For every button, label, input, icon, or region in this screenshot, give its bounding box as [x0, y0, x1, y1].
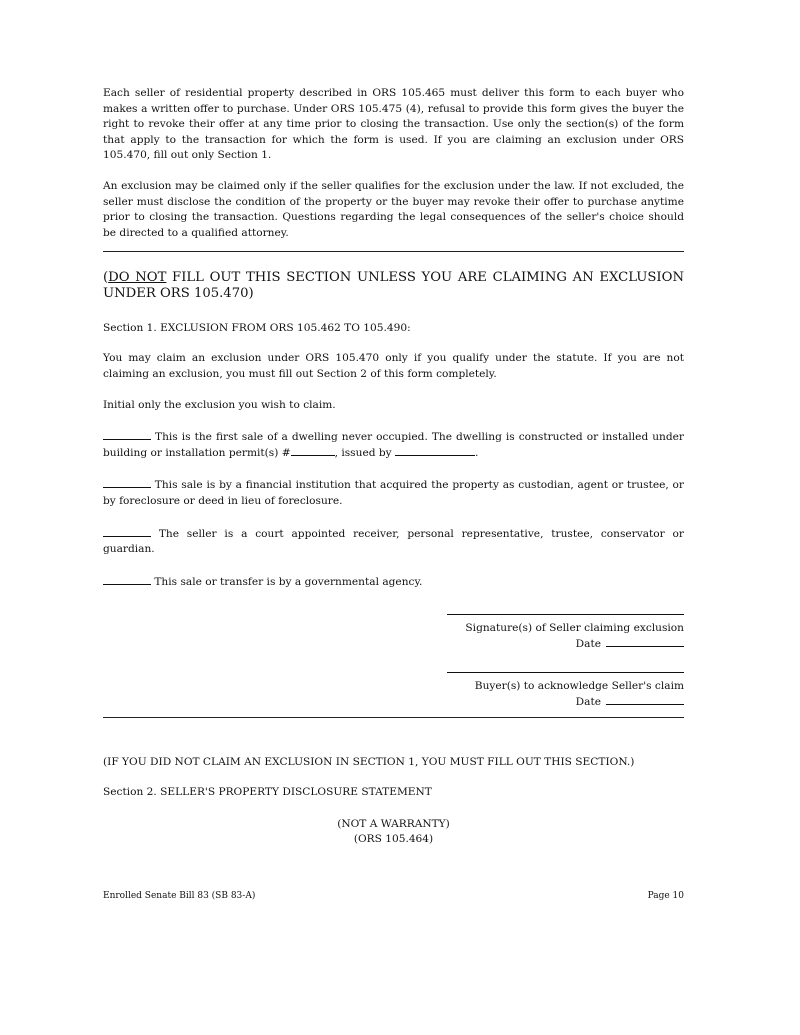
do-not-emphasis: DO NOT — [108, 270, 167, 286]
exclusion-heading — [103, 270, 684, 300]
seller-signature-block — [447, 614, 684, 652]
initial-blank-2[interactable] — [103, 479, 151, 488]
section-2-title: Section 2. SELLER'S PROPERTY DISCLOSURE STATEMENT — [103, 786, 432, 799]
initial-blank-4[interactable] — [103, 576, 151, 585]
buyer-date-row — [447, 695, 684, 711]
permit-number-blank[interactable] — [291, 447, 335, 456]
section-divider — [103, 251, 684, 252]
document-page — [103, 86, 684, 848]
option-2-text: This sale is by a financial institution that acquired the property as custodian, agent or trustee, or by foreclosure or deed in lieu of foreclosure. — [103, 479, 684, 507]
initial-note: Initial only the exclusion you wish to claim. — [103, 398, 336, 411]
seller-signature-line[interactable] — [447, 614, 684, 615]
seller-date-line[interactable] — [606, 638, 684, 647]
exclusion-option-financial-institution — [103, 478, 684, 509]
issued-by-blank[interactable] — [395, 447, 475, 456]
option-1-issued-by: , issued by — [334, 446, 395, 459]
page-footer — [103, 890, 684, 902]
heading-rest: FILL OUT THIS SECTION UNLESS YOU ARE CLAIMING AN EXCLUSION UNDER ORS 105.470) — [103, 270, 684, 301]
buyer-date-line[interactable] — [606, 696, 684, 705]
buyer-date-label: Date — [575, 696, 601, 709]
section-2-note: (IF YOU DID NOT CLAIM AN EXCLUSION IN SECTION 1, YOU MUST FILL OUT THIS SECTION.) — [103, 755, 635, 768]
option-3-text: The seller is a court appointed receiver, personal representative, trustee, conservator or guardian. — [103, 527, 684, 556]
seller-date-row — [447, 637, 684, 653]
page-number: Page 10 — [647, 891, 684, 901]
buyer-signature-block — [447, 672, 684, 710]
not-warranty-label: (NOT A WARRANTY) — [337, 817, 450, 830]
option-4-text: This sale or transfer is by a governmental agency. — [151, 575, 423, 588]
seller-date-label: Date — [575, 637, 601, 650]
initial-blank-1[interactable] — [103, 431, 151, 440]
intro-paragraph-1: Each seller of residential property described in ORS 105.465 must deliver this form to each buyer who makes a written offer to purchase. Under ORS 105.475 (4), refusal to provide this form gives the buyer the right to revoke their offer at any time prior to closing the transaction. Use only the section(s) of the form that apply to the transaction for which the form is used. If you are claiming an exclusion under ORS 105.470, fill out only Section 1. — [103, 87, 684, 162]
option-1-period: . — [475, 446, 479, 459]
seller-signature-label: Signature(s) of Seller claiming exclusion — [465, 622, 684, 635]
section-1-instructions: You may claim an exclusion under ORS 105.470 only if you qualify under the statute. If you are not claiming an exclusion, you must fill out Section 2 of this form completely. — [103, 352, 684, 380]
buyer-signature-line[interactable] — [447, 672, 684, 673]
bill-reference: Enrolled Senate Bill 83 (SB 83-A) — [103, 891, 256, 901]
heading-open-paren: ( — [103, 270, 109, 286]
section-1-title: Section 1. EXCLUSION FROM ORS 105.462 TO 105.490: — [103, 321, 411, 334]
exclusion-option-new-dwelling — [103, 430, 684, 461]
buyer-signature-label: Buyer(s) to acknowledge Seller's claim — [474, 680, 684, 693]
initial-blank-3[interactable] — [103, 528, 151, 537]
statute-reference: (ORS 105.464) — [353, 833, 434, 846]
exclusion-option-court-receiver — [103, 527, 684, 558]
section-divider-2 — [103, 717, 684, 718]
option-1-text: This is the first sale of a dwelling never occupied. The dwelling is constructed or installed under building or installation permit(s) # — [103, 431, 684, 459]
intro-paragraph-2: An exclusion may be claimed only if the seller qualifies for the exclusion under the law. If not excluded, the seller must disclose the condition of the property or the buyer may revoke their offer to purchase anytime prior to closing the transaction. Questions regarding the legal consequences of the seller's choice should be directed to a qualified attorney. — [103, 179, 684, 239]
exclusion-option-government — [103, 575, 684, 591]
